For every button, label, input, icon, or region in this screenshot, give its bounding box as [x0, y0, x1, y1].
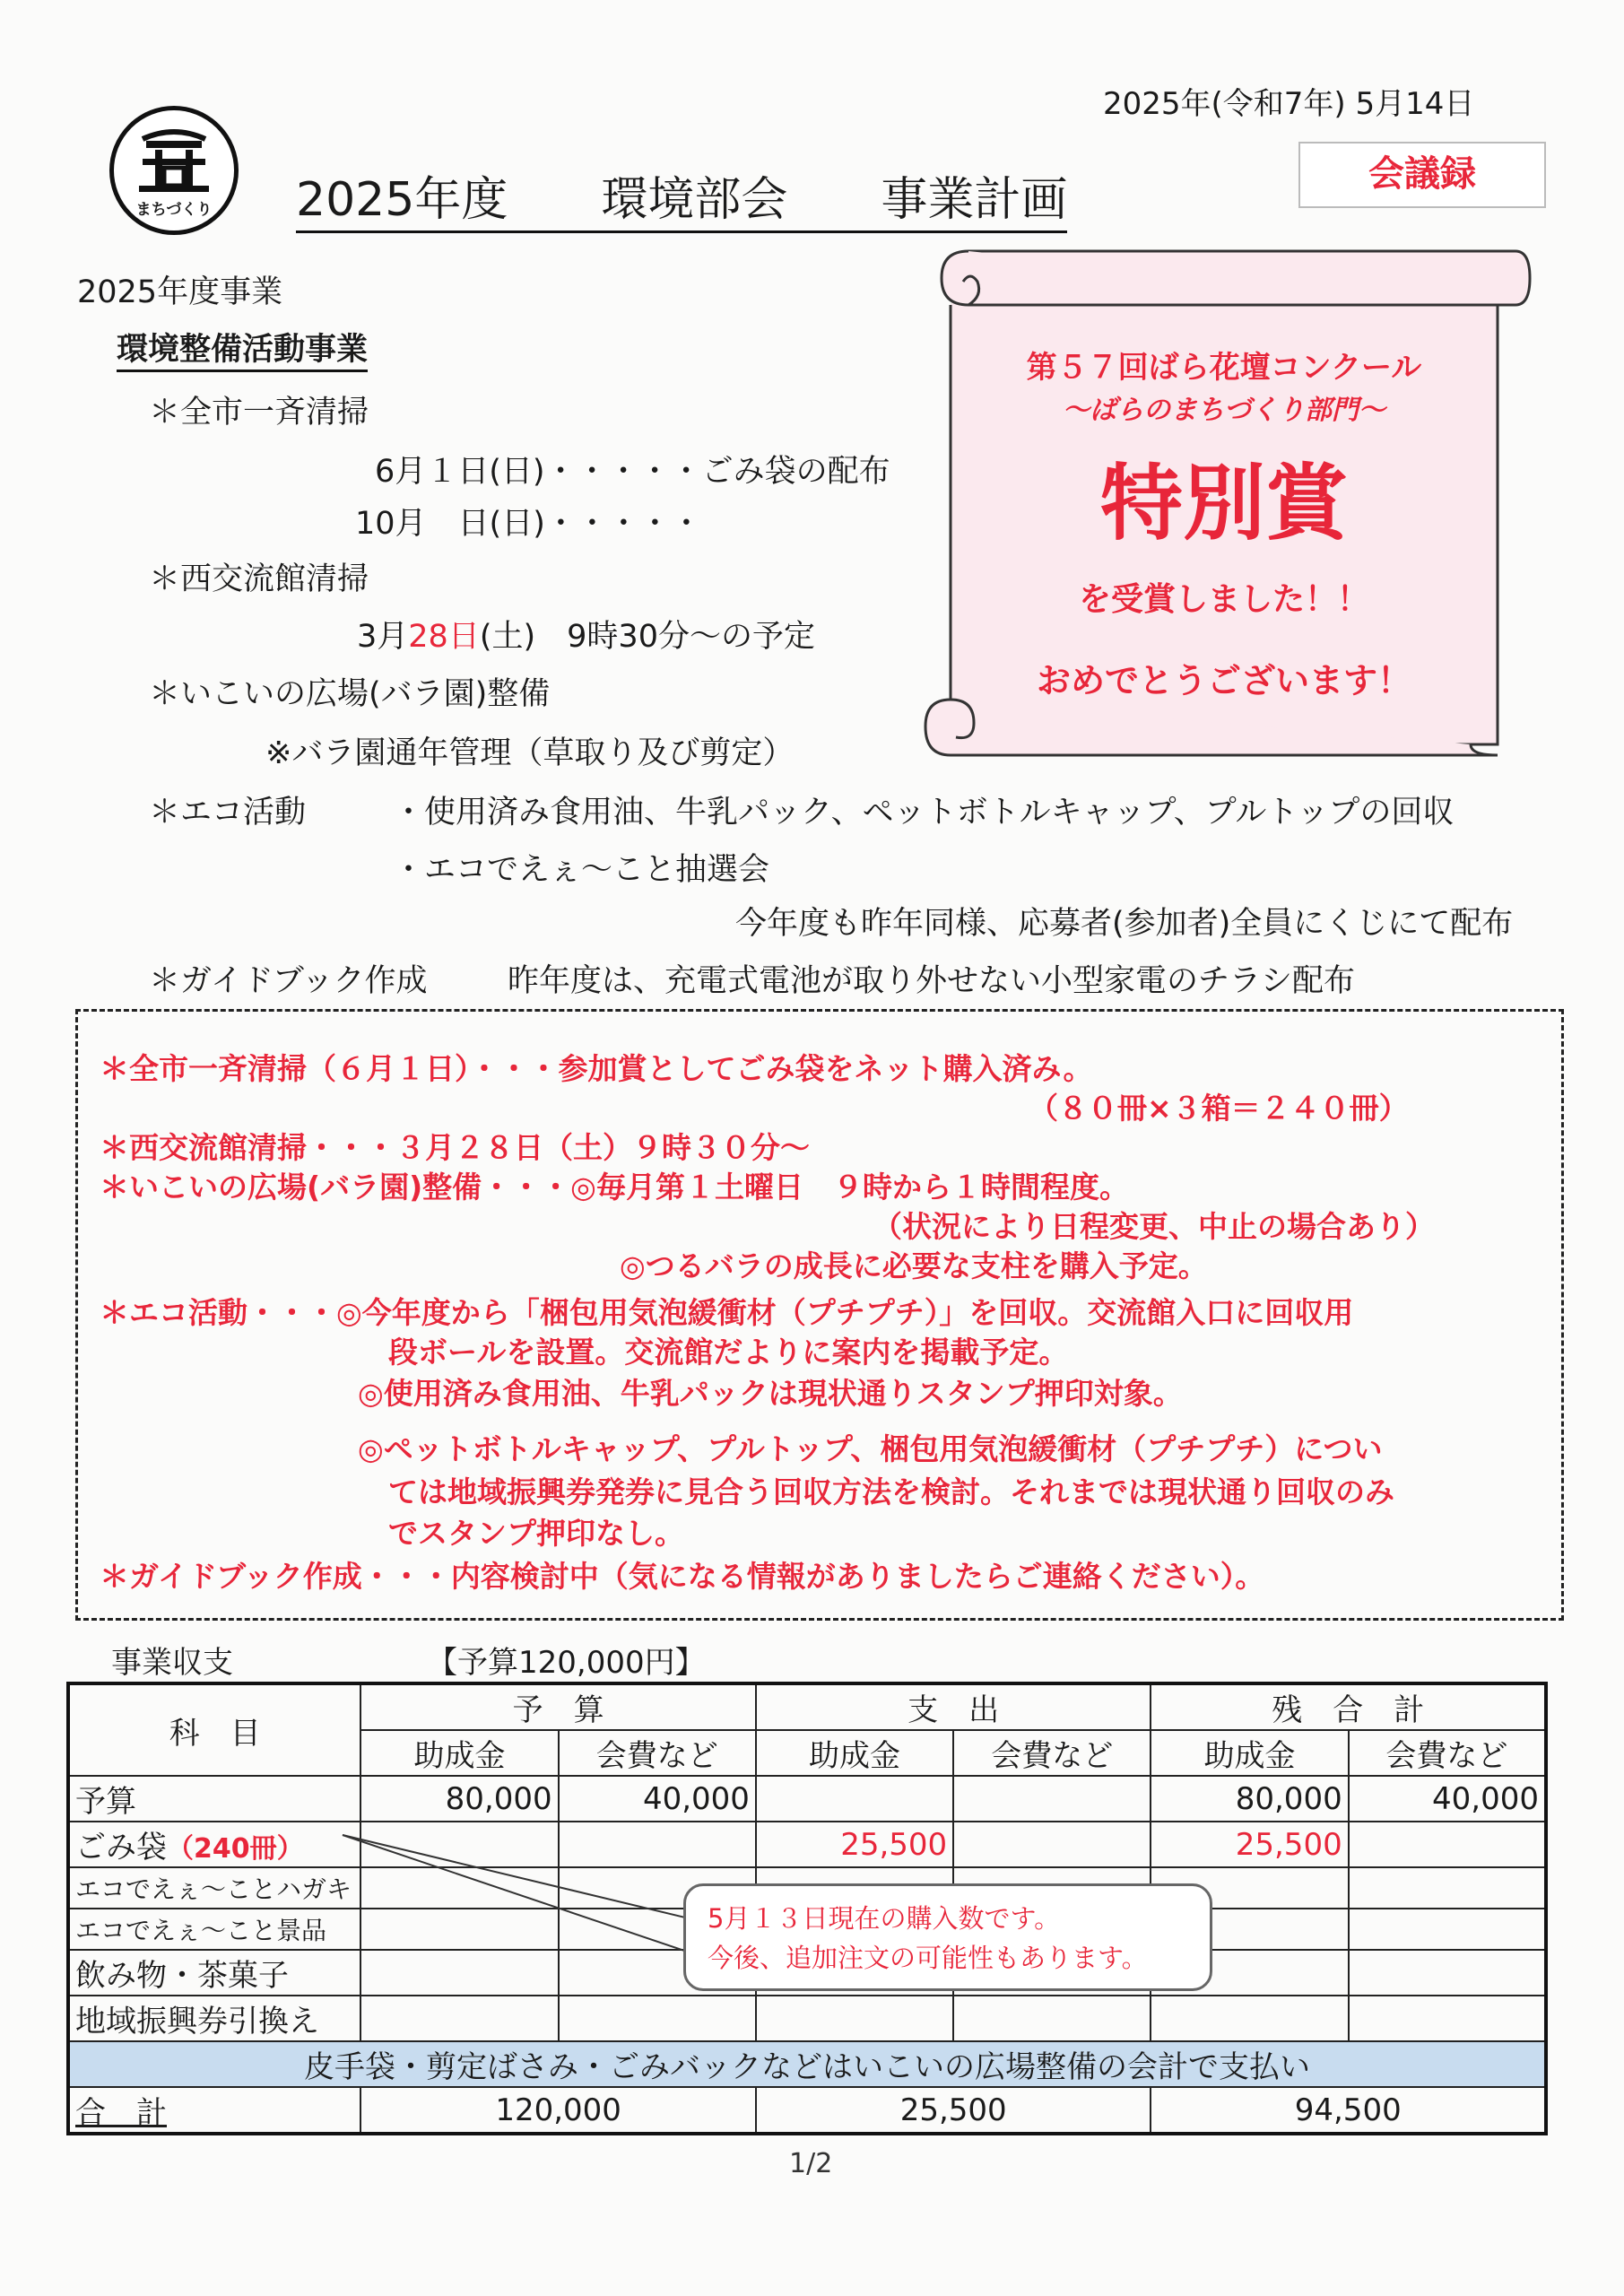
total-balance: 94,500 — [1151, 2087, 1546, 2134]
note-line: でスタンプ押印なし。 — [388, 1516, 684, 1551]
subheader-fee: 会費など — [1349, 1730, 1546, 1776]
cell-budget-fee: 40,000 — [559, 1776, 756, 1822]
cell-balance-grant: 80,000 — [1151, 1776, 1348, 1822]
note-line: ◎使用済み食用油、牛乳パックは現状通りスタンプ押印対象。 — [358, 1376, 1183, 1411]
row-name: エコでえぇ～こと景品 — [68, 1909, 360, 1950]
item-eco-lottery-note: 今年度も昨年同様、応募者(参加者)全員にくじにて配布 — [735, 906, 1514, 942]
row-name: 地域振興券引換え — [68, 1996, 360, 2041]
logo-label: まちづくり — [135, 201, 213, 219]
cell-budget-grant: 80,000 — [360, 1776, 558, 1822]
subheader-fee: 会費など — [953, 1730, 1151, 1776]
subheader-fee: 会費など — [559, 1730, 756, 1776]
row-name: 予算 — [68, 1776, 360, 1822]
callout-line: 5月１３日現在の購入数です。 — [708, 1903, 1061, 1934]
item-eco-collection: ・使用済み食用油、牛乳パック、ペットボトルキャップ、プルトップの回収 — [393, 795, 1455, 831]
item-rose-garden-note: ※バラ園通年管理（草取り及び剪定） — [265, 735, 795, 771]
note-line: ＊いこいの広場(バラ園)整備・・・◎毎月第１土曜日 ９時から１時間程度。 — [100, 1170, 1129, 1205]
subheader-grant: 助成金 — [756, 1730, 953, 1776]
total-budget: 120,000 — [360, 2087, 756, 2134]
cell-balance-grant: 25,500 — [1151, 1822, 1348, 1867]
total-spend: 25,500 — [756, 2087, 1151, 2134]
banner-category: ～ばらのまちづくり部門～ — [1063, 395, 1385, 426]
note-line: ◎つるバラの成長に必要な支柱を購入予定。 — [620, 1248, 1208, 1283]
item-hall-cleanup-date: 3月28日(土) 9時30分～の予定 — [357, 619, 815, 655]
item-guidebook: ＊ガイドブック作成 — [149, 963, 428, 999]
note-line: （状況により日程変更、中止の場合あり） — [873, 1209, 1435, 1244]
year-heading: 2025年度事業 — [77, 274, 283, 310]
note-line: ＊全市一斉清掃（６月１日）・・・参加賞としてごみ袋をネット購入済み。 — [100, 1051, 1093, 1086]
row-name: ごみ袋（240冊） — [68, 1822, 360, 1867]
section-heading: 環境整備活動事業 — [117, 325, 368, 372]
note-line: （８０冊×３箱＝２４０冊） — [1029, 1091, 1409, 1126]
note-line: ＊西交流館清掃・・・３月２８日（土）９時３０分～ — [100, 1130, 810, 1165]
row-name: 飲み物・茶菓子 — [68, 1950, 360, 1996]
purchase-callout — [683, 1883, 1212, 1991]
document-date: 2025年(令和7年) 5月14日 — [1103, 86, 1475, 122]
header-spend: 支 出 — [756, 1683, 1151, 1730]
banner-received: を受賞しました！！ — [1078, 581, 1369, 618]
note-line: ＊ガイドブック作成・・・内容検討中（気になる情報がありましたらご連絡ください）。 — [100, 1559, 1265, 1594]
note-line: ＊エコ活動・・・◎今年度から「梱包用気泡緩衝材（プチプチ）」を回収。交流館入口に回収用 — [100, 1295, 1354, 1330]
cell-spend-grant: 25,500 — [756, 1822, 953, 1867]
budget-total-note: 【予算120,000円】 — [427, 1645, 706, 1681]
minutes-stamp: 会議録 — [1298, 142, 1546, 208]
header-item: 科 目 — [68, 1683, 360, 1776]
note-line: 段ボールを設置。交流館だよりに案内を掲載予定。 — [388, 1335, 1069, 1370]
banner-congrats: おめでとうございます！ — [1036, 661, 1411, 700]
note-line: ては地域振興券発券に見合う回収方法を検討。それまでは現状通り回収のみ — [388, 1474, 1394, 1509]
cell-balance-fee: 40,000 — [1349, 1776, 1546, 1822]
item-rose-garden: ＊いこいの広場(バラ園)整備 — [149, 676, 551, 712]
subheader-grant: 助成金 — [1151, 1730, 1348, 1776]
item-hall-cleanup: ＊西交流館清掃 — [149, 561, 369, 597]
banner-award: 特別賞 — [1099, 456, 1348, 552]
subheader-grant: 助成金 — [360, 1730, 558, 1776]
banner-contest: 第５７回ばら花壇コンクール — [1026, 350, 1422, 386]
item-city-cleanup-june: 6月１日(日)・・・・・ごみ袋の配布 — [375, 454, 890, 490]
payment-note: 皮手袋・剪定ばさみ・ごみバックなどはいこいの広場整備の会計で支払い — [68, 2041, 1546, 2087]
callout-line: 今後、追加注文の可能性もあります。 — [708, 1943, 1148, 1973]
item-city-cleanup-october: 10月 日(日)・・・・・ — [355, 506, 702, 542]
budget-label: 事業収支 — [111, 1645, 233, 1681]
header-balance: 残 合 計 — [1151, 1683, 1546, 1730]
item-eco-lottery: ・エコでえぇ～こと抽選会 — [393, 852, 770, 888]
page-number: 1/2 — [789, 2148, 833, 2179]
item-guidebook-note: 昨年度は、充電式電池が取り外せない小型家電のチラシ配布 — [508, 963, 1356, 999]
row-name: エコでえぇ～ことハガキ — [68, 1867, 360, 1909]
header-budget: 予 算 — [360, 1683, 756, 1730]
item-city-cleanup: ＊全市一斉清掃 — [149, 395, 369, 430]
note-line: ◎ペットボトルキャップ、プルトップ、梱包用気泡緩衝材（プチプチ）につい — [358, 1431, 1383, 1466]
page-title: 2025年度 環境部会 事業計画 — [296, 161, 1067, 233]
total-label: 合 計 — [68, 2087, 360, 2134]
item-eco: ＊エコ活動 — [149, 795, 307, 831]
